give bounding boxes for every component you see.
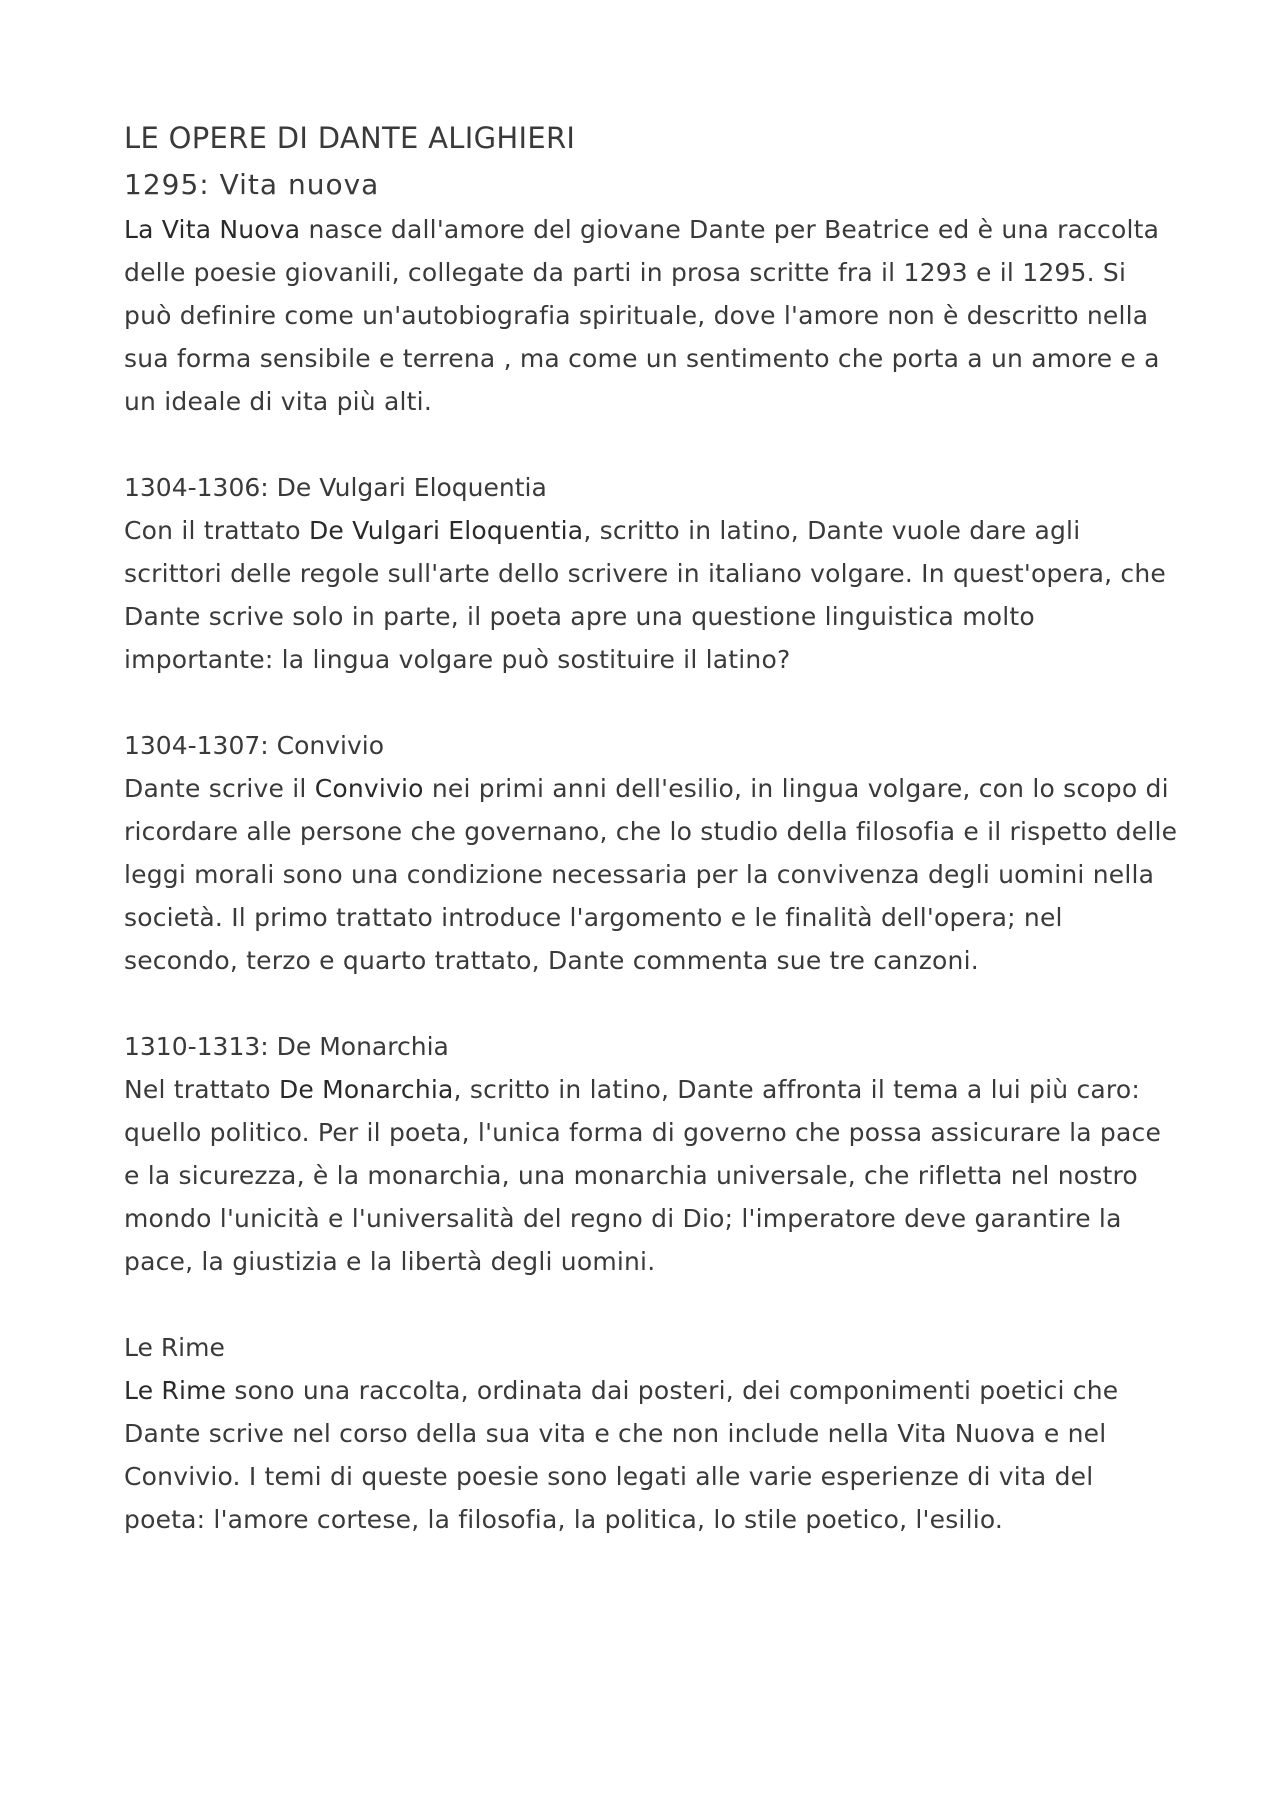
paragraph-text: , scritto in latino, Dante affronta il tema a lui più caro: quello politico. Per il poeta, l'unica forma di governo che possa assicurare la pace e la sicurezza, è la monarchia, una monarchia universale, che rifletta nel nostro mondo l'unicità e l'universalità del regno di Dio; l'imperatore deve garantire la pace, la giustizia e la libertà degli uomini. — [124, 1075, 1162, 1276]
section-vita-nuova — [124, 162, 1180, 423]
section-paragraph — [124, 509, 1180, 681]
work-title: De Monarchia — [278, 1075, 454, 1104]
section-paragraph — [124, 767, 1180, 982]
paragraph-text: sono una raccolta, ordinata dai posteri, dei componimenti poetici che Dante scrive nel corso della sua vita e che non include nella Vita Nuova e nel Convivio. I temi di queste poesie sono legati alle varie esperienze di vita del poeta: l'amore cortese, la filosofia, la politica, lo stile poetico, l'esilio. — [124, 1376, 1119, 1534]
work-title: La Vita Nuova — [124, 215, 301, 244]
section-paragraph — [124, 208, 1180, 423]
section-de-vulgari-eloquentia — [124, 466, 1180, 681]
section-le-rime — [124, 1326, 1180, 1541]
section-de-monarchia — [124, 1025, 1180, 1283]
paragraph-text: nei primi anni dell'esilio, in lingua volgare, con lo scopo di ricordare alle persone che governano, che lo studio della filosofia e il rispetto delle leggi morali sono una condizione necessaria per la convivenza degli uomini nella società. Il primo trattato introduce l'argomento e le finalità dell'opera; nel secondo, terzo e quarto trattato, Dante commenta sue tre canzoni. — [124, 774, 1178, 975]
paragraph-text: , scritto in latino, Dante vuole dare agli scrittori delle regole sull'arte dello scrivere in italiano volgare. In quest'opera, che Dante scrive solo in parte, il poeta apre una questione linguistica molto importante: la lingua volgare può sostituire il latino? — [124, 516, 1166, 674]
paragraph-text-lead: Con il trattato — [124, 516, 309, 545]
section-heading: 1304-1306: De Vulgari Eloquentia — [124, 473, 547, 502]
work-title: De Vulgari Eloquentia — [308, 516, 584, 545]
section-heading: 1310-1313: De Monarchia — [124, 1032, 449, 1061]
section-paragraph — [124, 1369, 1180, 1541]
work-title: Convivio — [314, 774, 424, 803]
paragraph-text-lead: Dante scrive il — [124, 774, 315, 803]
section-paragraph — [124, 1068, 1180, 1283]
section-heading: 1304-1307: Convivio — [124, 731, 385, 760]
section-heading: Le Rime — [124, 1333, 225, 1362]
paragraph-text-lead: Nel trattato — [124, 1075, 279, 1104]
work-title: Le Rime — [124, 1376, 227, 1405]
paragraph-text: nasce dall'amore del giovane Dante per Beatrice ed è una raccolta delle poesie giovanili, collegate da parti in prosa scritte fra il 1293 e il 1295. Si può definire come un'autobiografia spirituale, dove l'amore non è descritto nella sua forma sensibile e terrena , ma come un sentimento che porta a un amore e a un ideale di vita più alti. — [124, 215, 1160, 416]
section-convivio — [124, 724, 1180, 982]
section-heading: 1295: Vita nuova — [124, 168, 380, 201]
document-title: LE OPERE DI DANTE ALIGHIERI — [124, 121, 576, 155]
